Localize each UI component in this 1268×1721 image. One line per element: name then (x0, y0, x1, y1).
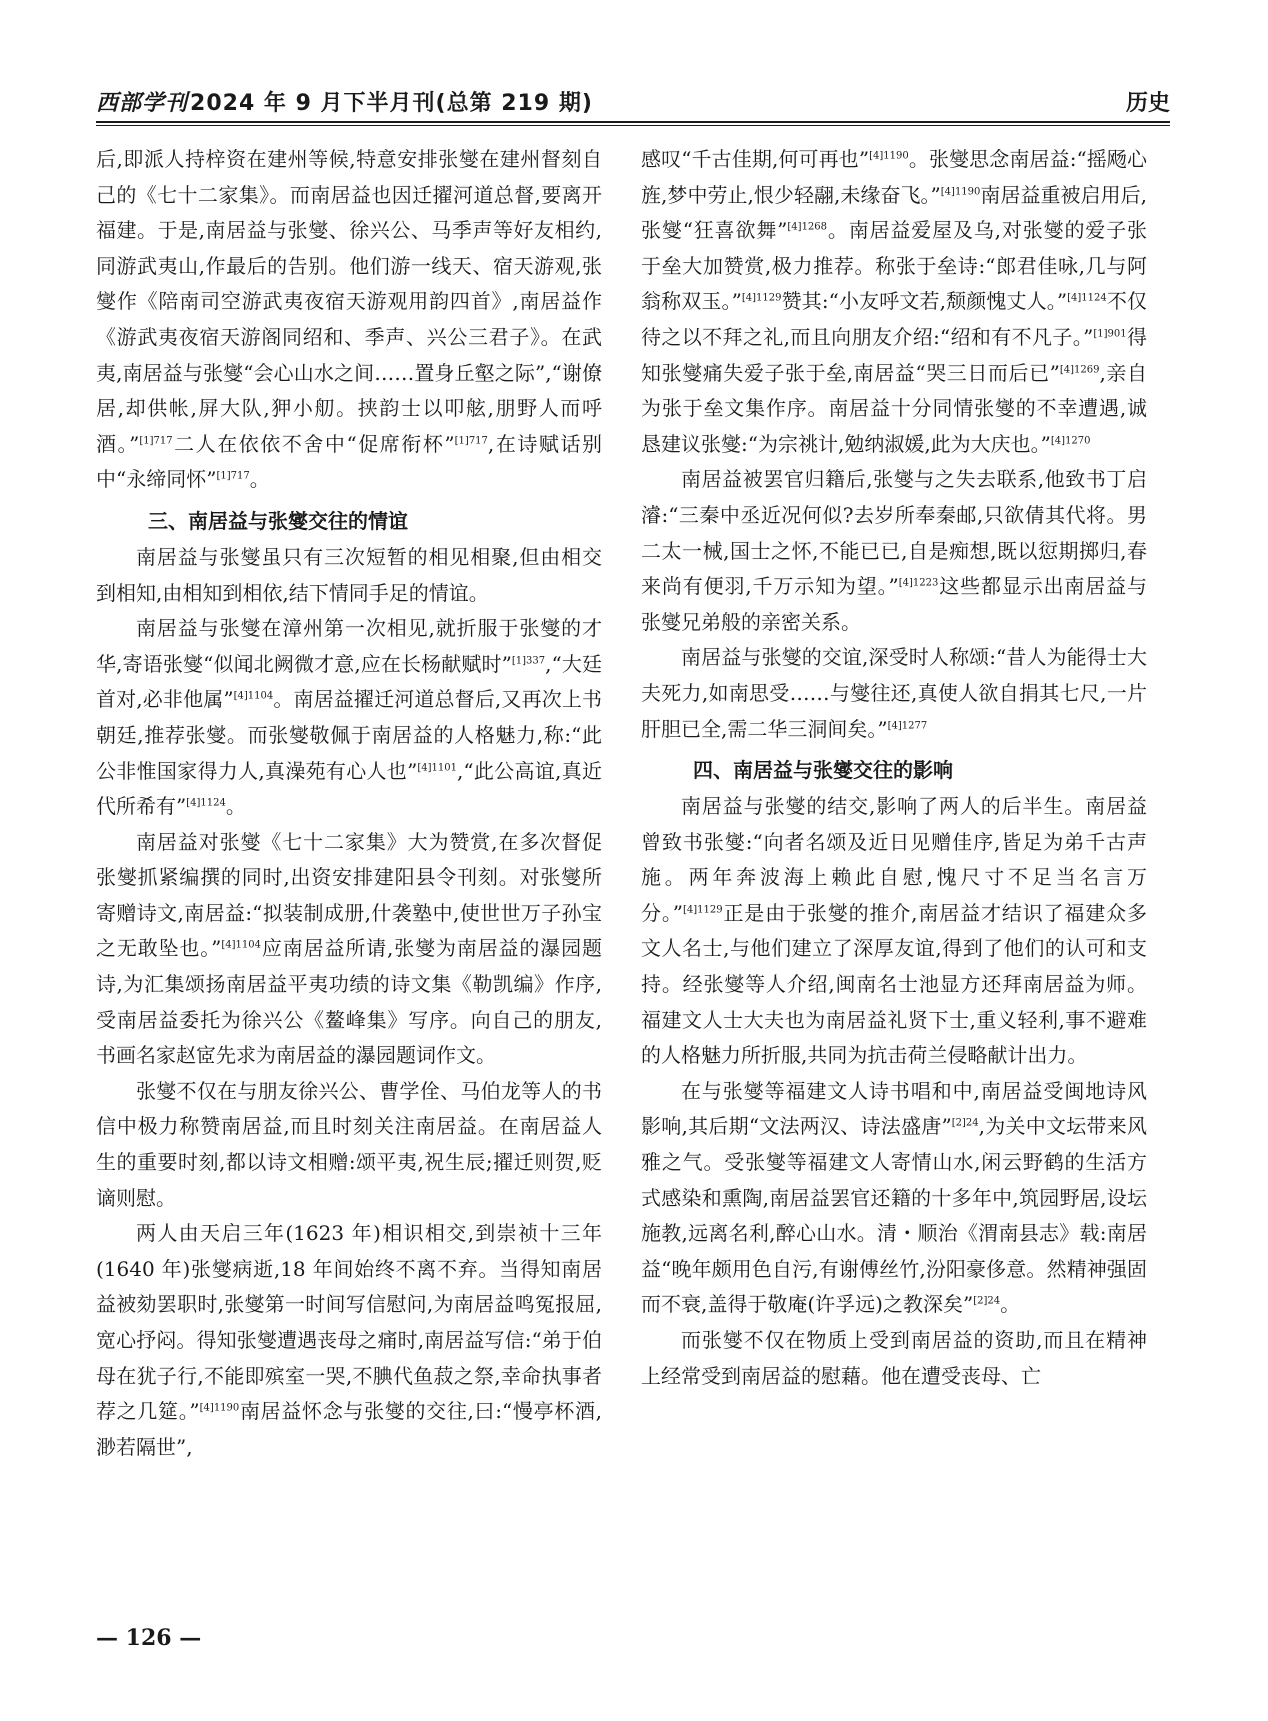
right-column (641, 142, 1147, 1394)
text: ,“此公高谊,真近代所希有” (96, 758, 602, 819)
citation: [2]24 (973, 1295, 1001, 1307)
text: 应南居益所请,张燮为南居益的瀑园题诗,为汇集颂扬南居益平夷功绩的诗文集《勒凯编》作序,受南居益委托为徐兴公《鳌峰集》写序。向自己的朋友,书画名家赵宧先求为南居益的瀑园题词作文。 (96, 936, 602, 1068)
citation: [4]1101 (417, 761, 457, 773)
left-column (96, 142, 602, 1465)
journal-issue-line (96, 86, 593, 117)
citation: [4]1190 (199, 1402, 240, 1414)
paragraph: 张燮不仅在与朋友徐兴公、曹学佺、马伯龙等人的书信中极力称赞南居益,而且时刻关注南居益。在南居益人生的重要时刻,都以诗文相赠:颂平夷,祝生辰;擢迁则贺,贬谪则慰。 (96, 1078, 602, 1210)
paragraph: 而张燮不仅在物质上受到南居益的资助,而且在精神上经常受到南居益的慰藉。他在遭受丧母、亡 (641, 1328, 1147, 1388)
text: 南居益与张燮的交谊,深受时人称颂:“昔人为能得士大夫死力,如南思受……与燮往还,真使人欲自捐其七尺,一片肝胆已全,需二华三洞间矣。” (641, 645, 1147, 741)
text: 不仅待之以不拜之礼,而且向朋友介绍:“绍和有不凡子。” (641, 289, 1148, 349)
text: ,“大廷首对,必非他属” (96, 651, 602, 712)
text: 赞其:“小友呼文若,颓颜愧丈人。” (781, 289, 1068, 314)
text: ,在诗赋话别中“永缔同怀” (96, 431, 602, 492)
citation: [4]1268 (787, 221, 828, 233)
paragraph (96, 611, 602, 825)
citation: [4]1129 (741, 292, 782, 304)
section-heading: 三、南居益与张燮交往的情谊 (148, 508, 408, 533)
text: 。南居益爱屋及乌,对张燮的爱子张于垒大加赞赏,极力推荐。称张于垒诗:“郎君佳咏,几与阿翁称双玉。” (641, 218, 1147, 314)
text: 正是由于张燮的推介,南居益才结识了福建众多文人名士,与他们建立了深厚友谊,得到了他们的认可和支持。经张燮等人介绍,闽南名士池显方还拜南居益为师。福建文人士大夫也为南居益礼贤下士,重义轻利,事不避难的人格魅力所折服,共同为抗击荷兰侵略献计出力。 (641, 900, 1147, 1068)
text: 。 (249, 467, 270, 492)
text: 。 (1000, 1292, 1021, 1317)
text: 二人在依依不舍中“促席衔杯” (172, 431, 455, 456)
citation: [1]717 (216, 470, 250, 482)
paragraph (96, 825, 602, 1074)
text: 两人由天启三年(1623 年)相识相交,到崇祯十三年(1640 年)张燮病逝,18 年间始终不离不弃。当得知南居益被劾罢职时,张燮第一时间写信慰问,为南居益鸣冤报屈,宽心抒闷。得知张燮遭遇丧母之痛时,南居益写信:“弟于伯母在犹子行,不能即殡室一哭,不腆代鱼菽之祭,幸命执事者荐之几筵。” (96, 1221, 602, 1424)
text: 南居益与张燮在漳州第一次相见,就折服于张燮的才华,寄语张燮“似闻北阙微才意,应在长杨献赋时” (96, 616, 602, 676)
text: 感叹“千古佳期,何可再也” (641, 147, 870, 171)
paragraph (641, 142, 1147, 462)
paragraph: 南居益与张燮虽只有三次短暂的相见相聚,但由相交到相知,由相知到相依,结下情同手足的情谊。 (96, 544, 602, 605)
text: 。张燮思念南居益:“摇飏心旌,梦中劳止,恨少轻翮,未缘奋飞。” (641, 147, 1147, 207)
citation: [4]1270 (1050, 435, 1091, 447)
section-heading: 四、南居益与张燮交往的影响 (693, 758, 953, 783)
text: 南居益对张燮《七十二家集》大为赞赏,在多次督促张燮抓紧编撰的同时,出资安排建阳县令刊刻。对张燮所寄赠诗文,南居益:“拟装制成册,什袭塾中,使世世万子孙宝之无敢坠也。” (96, 829, 602, 961)
paragraph (641, 1074, 1147, 1323)
citation: [1]901 (1093, 328, 1127, 340)
text: 这些都显示出南居益与张燮兄弟般的亲密关系。 (641, 574, 1147, 634)
citation: [4]1277 (887, 719, 928, 731)
journal-logo: 西部学刊 (96, 90, 189, 116)
text: ,亲自为张于垒文集作序。南居益十分同情张燮的不幸遭遇,诚恳建议张燮:“为宗祧计,勉纳淑媛,此为大庆也。” (641, 360, 1148, 456)
text: 。 (225, 794, 246, 819)
text: 南居益与张燮的结交,影响了两人的后半生。南居益曾致书张燮:“向者名颂及近日见赠佳序,皆足为弟千古声施。两年奔波海上赖此自慰,愧尺寸不足当名言万分。” (641, 794, 1147, 925)
citation: [1]337 (511, 655, 546, 667)
page-number: — 126 — (96, 1625, 202, 1651)
citation: [4]1190 (869, 150, 909, 162)
paragraph (96, 142, 602, 498)
issue-info: 2024 年 9 月下半月刊(总第 219 期) (190, 91, 593, 116)
citation: [2]24 (951, 1117, 979, 1129)
citation: [4]1190 (940, 185, 981, 197)
paragraph (641, 462, 1147, 640)
text: ,为关中文坛带来风雅之气。受张燮等福建文人寄情山水,闲云野鹤的生活方式感染和熏陶,南居益罢官还籍的十多年中,筑园野居,设坛施教,远离名利,醉心山水。清・顺治《渭南县志》载:南居益“晚年颇用色自污,有谢傅丝竹,汾阳豪侈意。然精神强固而不衰,盖得于敬庵(许孚远)之教深矣” (641, 1114, 1147, 1317)
citation: [4]1124 (1067, 292, 1107, 304)
text: 。南居益擢迁河道总督后,又再次上书朝廷,推荐张燮。而张燮敬佩于南居益的人格魅力,称:“此公非惟国家得力人,真澡苑有心人也” (96, 687, 602, 783)
header-rule-thick (96, 121, 1170, 123)
paragraph (641, 789, 1147, 1074)
citation: [1]717 (454, 435, 488, 447)
running-header (96, 86, 1170, 122)
section-label: 历史 (1125, 91, 1170, 116)
citation: [4]1269 (1059, 363, 1100, 375)
citation: [4]1104 (233, 690, 274, 702)
citation: [4]1124 (186, 797, 226, 809)
paragraph (641, 640, 1147, 747)
text: 南居益被罢官归籍后,张燮与之失去联系,他致书丁启濬:“三秦中丞近况何似?去岁所奉秦邮,只欲倩其代将。男二太一械,国士之怀,不能已已,自是痴想,既以愆期掷归,春来尚有便羽,千万示知为望。” (641, 467, 1147, 599)
text: 南居益重被启用后,张燮“狂喜欲舞” (641, 182, 1148, 243)
text: 得知张燮痛失爱子张于垒,南居益“哭三日而后已” (641, 324, 1148, 385)
citation: [4]1223 (898, 577, 939, 589)
text: 南居益怀念与张燮的交往,曰:“慢亭杯酒,渺若隔世”, (96, 1399, 602, 1459)
citation: [4]1129 (682, 904, 723, 916)
paragraph (96, 1216, 602, 1465)
citation: [1]717 (139, 435, 173, 447)
text: 后,即派人持梓资在建州等候,特意安排张燮在建州督刻自己的《七十二家集》。而南居益也因迁擢河道总督,要离开福建。于是,南居益与张燮、徐兴公、马季声等好友相约,同游武夷山,作最后的告别。他们游一线天、宿天游观,张燮作《陪南司空游武夷夜宿天游观用韵四首》,南居益作《游武夷夜宿天游阁同绍和、季声、兴公三君子》。在武夷,南居益与张燮“会心山水之间……置身丘壑之际”,“谢僚居,却供帐,屏大队,狎小舠。挟韵士以叩舷,朋野人而呼酒。” (96, 147, 602, 456)
header-rule-thin (96, 125, 1170, 126)
text: 在与张燮等福建文人诗书唱和中,南居益受闽地诗风影响,其后期“文法两汉、诗法盛唐” (641, 1078, 1147, 1139)
citation: [4]1104 (221, 939, 262, 951)
